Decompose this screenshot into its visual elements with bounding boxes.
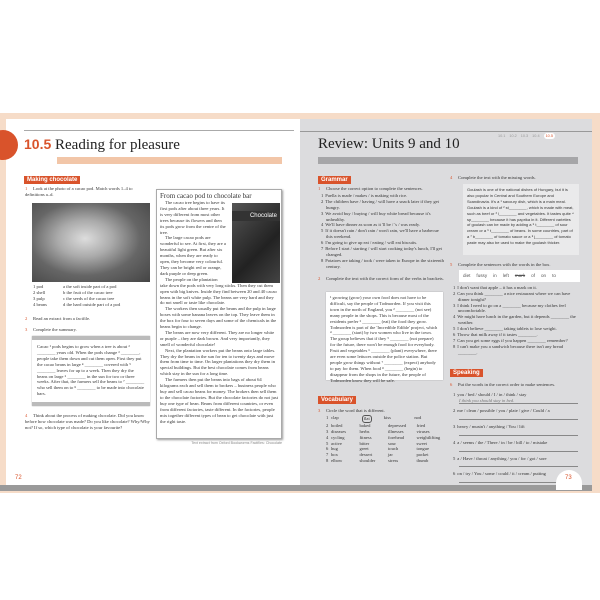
instruction: Complete the text with the correct form of the verbs in brackets. (326, 276, 444, 281)
item-number: 3 (453, 423, 456, 429)
sentence-text: Paella is made / makes / is making with rice. (325, 192, 408, 198)
sentence-item (318, 246, 445, 258)
word-box-item: diet (463, 272, 471, 278)
word-box (459, 270, 580, 282)
word-box-item: fussy (476, 272, 488, 278)
title-text: Reading for pleasure (55, 137, 180, 153)
word-option[interactable]: herbs (359, 428, 370, 434)
sentence-item (450, 291, 580, 303)
divider (24, 130, 294, 131)
item-number: 2 (326, 422, 329, 428)
item-number: 6 (453, 471, 456, 477)
sentence-item (318, 258, 445, 270)
item-number: 4 (326, 434, 329, 440)
word: 1 pod (33, 284, 44, 289)
reading-paragraph: The large cacao pods are wonderful to see. At first, they are a beautiful light green. But after six months, when they are ready to open, they become very colourful. They can be bright red or orange, dark purple or deep green. (160, 235, 226, 276)
match-item (33, 302, 153, 308)
item-number: 4 (453, 314, 456, 320)
sentence-text: Before I start / starting / will start cooking today's lunch, I'll get changed. (325, 246, 442, 257)
word-option[interactable]: active (331, 440, 342, 446)
sentence-text: I don't want that apple – it has a mark on it. (457, 284, 537, 290)
title-bar (318, 157, 578, 164)
section-label-grammar: Grammar (318, 176, 351, 184)
unit-number: 10.5 (24, 136, 52, 152)
exercise-number: 5 (450, 262, 453, 267)
exercise-1 (25, 186, 150, 198)
answer-line[interactable] (459, 430, 578, 436)
word-option[interactable]: hug (331, 446, 338, 452)
reading-paragraph: Next, the plantation workers put the beans onto large tables. They dry the beans in the sun for ten to twenty days and move them from time to time. On larger plantations they dry them in special buildings. But the best chocolate comes from beans which stay in the sun for a long time. (160, 347, 276, 377)
exercise-number: 4 (25, 413, 28, 418)
word-box-item: of (531, 272, 535, 278)
item-number: 7 (321, 246, 324, 252)
item-number: 8 (321, 257, 324, 263)
word-option[interactable]: baked (359, 422, 371, 428)
item-number: 8 (326, 458, 329, 464)
word-option[interactable]: kiss (383, 414, 391, 420)
definition: a the soft inside part of a pod (63, 284, 117, 289)
item-number: 4 (321, 222, 324, 228)
grammar-exercise-1 (318, 186, 445, 270)
word-option[interactable]: thumb (416, 458, 429, 464)
sentence-text: I'm going to give up eat / eating / will eat biscuits. (325, 240, 418, 246)
scrambled-words: me / clean / possible / you / plate / give / Could / a (457, 407, 550, 413)
sentence-text: We might have lunch in the garden, but it depends ________ the weather. (457, 314, 576, 326)
word-box-item: left (502, 272, 509, 278)
cover-title: Chocolate (232, 211, 280, 221)
answer-line[interactable] (459, 446, 578, 452)
sentence-text: Can you think ________ a nice restaurant where we can have dinner tonight? (457, 290, 571, 302)
instruction: Complete the sentences with the words in the box. (458, 262, 551, 267)
unit-tab-10.2[interactable]: 10.2 (509, 134, 517, 138)
reading-paragraph: The people on the plantation take down the pods with very long sticks. Then they cut them open with big knives. Inside they find between 20 and 40 cacao beans in the soft white pulp. The beans are very hard and they do not smell or taste like chocolate. (160, 276, 277, 306)
cacao-pod-photo (32, 203, 150, 282)
reading-paragraph: The farmers then put the beans into bags of about 64 kilograms each and sell them to brokers – business people who buy and sell cacao beans for money. The brokers then sell them to the chocolate factories. But the chocolate factories do not just buy one type of bean. Beans from different countries, or even from different factories, taste different. In the factories, people mix together different types of bean to get chocolate with just the right taste. (160, 377, 278, 424)
item-number: 3 (453, 302, 456, 308)
item-number: 7 (326, 452, 329, 458)
sentence-item (318, 228, 445, 240)
sentence-item (318, 199, 445, 211)
item-number: 6 (321, 240, 324, 246)
word: 4 beans (33, 301, 47, 307)
item-number: 5 (453, 455, 456, 461)
page-title (24, 136, 180, 154)
word-option[interactable]: diseases (331, 428, 347, 434)
exercise-number: 2 (25, 316, 28, 321)
exercise-4 (25, 413, 150, 431)
definition: b the fruit of the cacao tree (63, 289, 113, 295)
section-label-making-chocolate: Making chocolate (24, 176, 80, 184)
goulash-text-box: Goulash is one of the national dishes of Hungary, but it is also popular in Central and Southern Europe and Scandinavia. It's a ¹ savoury dish, which is a main meal. Goulash is a kind of ² st________, which is made with meat, such as beef or ³ l________ and vegetables. It tastes quite ⁴ sp________ because it has paprika in it. Different varieties of goulash can be made by adding a ⁵ t________ of sour cream or a ⁶ t________ of beans. In some countries, part of a ⁷ b________ of tomato sauce or a ⁸ j________ of tomato paste may also be used to make the goulash thicker. (463, 184, 579, 255)
exercise-number: 3 (318, 408, 321, 413)
scrambled-words: on / try / You / some / could / it / cream / putting (457, 471, 546, 477)
item-number: 2 (321, 198, 324, 204)
instruction: Complete the text with the missing words. (458, 175, 536, 180)
sentence-text: I can't make you a sandwich because there isn't any bread ________. (457, 343, 564, 355)
scrambled-words: a / Have / throat / anything / you / for / got / sore (457, 455, 547, 461)
word-option[interactable]: weightlifting (416, 434, 441, 440)
sentence-text: Potatoes are taking / took / were taken to Europe in the sixteenth century. (325, 257, 444, 269)
word-option[interactable]: flat (363, 415, 370, 421)
speaking-exercise-6 (450, 382, 578, 486)
word-option[interactable]: box (331, 452, 338, 458)
section-label-speaking: Speaking (450, 369, 483, 377)
instruction: Choose the correct option to complete the sentences. (326, 186, 423, 191)
scrambled-words: a / seems / the / There / in / be / bill / to / mistake (457, 439, 548, 445)
exercise-number: 3 (25, 327, 28, 332)
word-option[interactable]: shoulder (359, 458, 376, 464)
word: 2 shell (33, 289, 46, 295)
reading-paragraph: The cacao tree begins to have its first pods after about three years. It is very different from most other trees because its flowers and then its pods grow from the centre of the tree. (160, 200, 226, 235)
scrambled-words: you / bed / should / I / in / think / stay (457, 391, 527, 397)
sentence-text: We'll have dinner as soon as it 'll be / 's / was ready. (325, 222, 420, 228)
sentence-text: We avoid buy / buying / will buy white bread because it's unhealthy. (325, 210, 431, 222)
sentence-item (450, 303, 580, 315)
instruction: Look at the photo of a cacao pod. Match words 1–4 to definitions a–d. (25, 186, 133, 197)
item-number: 3 (321, 210, 324, 216)
item-number: 2 (453, 290, 456, 296)
instruction: Put the words in the correct order to make sentences. (458, 382, 556, 387)
sentence-text: The children have / having / will have a snack later if they get hungry. (325, 198, 439, 210)
answer-line[interactable] (459, 414, 578, 420)
grammar-exercise-5 (450, 262, 580, 356)
word-option[interactable]: tongue (416, 446, 430, 452)
todmorden-text-box: ¹ growing (grow) your own food does not have to be difficult, say the people of Todmorden. If you visit this town in the north of England, you ² ________ (not see) many people in the shops. This is because most of the residents prefer ³ ________ (eat) the food they grow. Todmorden is part of the 'Incredible Edible' project, which ⁴ ________ (start) by two women who live in the town. The group believes that if they ⁵ ________ (not prepare) for the future, there won't be enough food for everybody. Fruit and vegetables ⁶ ________ (plant) everywhere, there are even some lettuces outside the police station. But people grow things without ⁷ ________ (expect) anybody to pay for them. When food ⁸ ________ (begin) to disappear from the shops in the future, the people of Todmorden know they will be safe. (326, 292, 443, 380)
chocolate-book-cover (232, 203, 280, 283)
word-option[interactable]: fitness (359, 434, 372, 440)
word-box-item: mark (514, 272, 526, 278)
exercise-number: 1 (25, 186, 28, 191)
item-number: 7 (453, 337, 456, 343)
vocabulary-exercise-3 (318, 408, 445, 464)
word-option[interactable]: cycling (331, 434, 345, 440)
sentence-text: I think I need to go on a ________ because my clothes feel uncomfortable. (457, 302, 566, 314)
instruction: Complete the summary. (33, 327, 77, 332)
exercise-number: 6 (450, 382, 453, 387)
word-box-item: on (540, 272, 547, 278)
word: 3 pulp (33, 295, 45, 301)
word-option[interactable]: depressed (388, 422, 407, 428)
sentence-text: Can you get some eggs if you happen ________ remember? (457, 337, 568, 343)
reading-paragraph: The beans are now very different. They are no longer white or purple – they are dark brown. And very importantly, they smell of wonderful chocolate! (160, 329, 275, 347)
title-bar (57, 157, 282, 164)
item-number: 5 (321, 228, 324, 234)
unit-tab-10.3[interactable]: 10.3 (520, 134, 529, 138)
exercise-heading (450, 262, 580, 268)
item-number: 6 (326, 446, 329, 452)
item-number: 1 (321, 192, 324, 198)
word-option[interactable]: nod (414, 414, 422, 420)
word-option[interactable]: touch (388, 446, 399, 452)
word-option[interactable]: boiled (331, 422, 343, 428)
sentence-text: I don't believe ________ taking tablets to lose weight. (457, 326, 557, 332)
word-option[interactable]: fried (416, 422, 426, 428)
sentence-text: Throw that milk away if it tastes ________. (457, 332, 538, 338)
item-number: 3 (326, 428, 329, 434)
word-option[interactable]: forehead (388, 434, 405, 440)
summary-box: Cacao ¹ pods begins to grow when a tree is about ² ________ years old. When the pods change ³ ________, people take them down and cut them open. First they put the cacao beans in large ⁴ ________ covered with ⁵ ________ leaves for up to a week. Then they dry the beans on large ⁶ ________ in the sun for two or three weeks. After that, the farmers sell the beans to ⁷ ________ who sell them on to ⁸ ________ to be made into chocolate bars. (32, 336, 150, 406)
word-row (318, 458, 445, 464)
word-box-item: to (552, 272, 556, 278)
example-answer: I think you should stay in bed. (459, 397, 515, 403)
word-option[interactable]: illnesses (388, 428, 404, 434)
page-number: 72 (15, 475, 22, 481)
exercise-heading (318, 186, 445, 192)
page-title: Review: Units 9 and 10 (318, 136, 460, 152)
unit-tab-10.1[interactable]: 10.1 (498, 134, 506, 138)
item-number: 1 (326, 414, 329, 420)
grammar-exercise-2 (318, 276, 445, 282)
item-number: 4 (453, 439, 456, 445)
exercise-3 (25, 327, 150, 333)
word-option[interactable]: sweet (416, 440, 427, 446)
sentence-item (318, 211, 445, 223)
sentence-item (450, 314, 580, 326)
definition: d the hard outside part of a pod (63, 301, 121, 307)
instruction: Read an extract from a factfile. (33, 316, 91, 321)
item-number: 8 (453, 343, 456, 349)
answer-line[interactable] (459, 398, 578, 404)
unit-tab-10.4[interactable]: 10.4 (532, 134, 540, 138)
word-option[interactable]: stress (388, 458, 399, 464)
match-list (33, 284, 153, 308)
word-row (318, 415, 445, 423)
word-option[interactable]: packet (416, 452, 429, 458)
answer-line[interactable] (459, 461, 578, 467)
item-number: 5 (453, 326, 456, 332)
item-number: 2 (453, 407, 456, 413)
exercise-number: 2 (318, 276, 321, 281)
unit-tab-10.5[interactable]: 10.5 (545, 134, 553, 138)
reading-title: From cacao pod to chocolate bar (160, 192, 252, 200)
word-option[interactable]: bitter (359, 440, 370, 446)
divider (300, 131, 592, 132)
reading-paragraph: The workers then usually put the beans and the pulp in large boxes with some banana leaves on the top. They leave them in the box for four to seven days and some of the chemicals in the beans begin to change. (160, 306, 277, 330)
word-option[interactable]: sour (388, 440, 396, 446)
item-number: 6 (453, 332, 456, 338)
instruction: Circle the word that is different. (326, 408, 385, 413)
exercise-2 (25, 316, 150, 322)
scrambled-words: heavy / mustn't / anything / You / lift (457, 423, 525, 429)
section-label-vocabulary: Vocabulary (318, 396, 356, 404)
reading-caption: Text extract from Oxford Bookworms Factfiles: Chocolate (191, 441, 282, 445)
word-option[interactable]: clap (331, 414, 339, 420)
sentence-text: If it doesn't rain / don't rain / won't rain, we'll have a barbecue this weekend. (325, 228, 439, 240)
exercise-number: 4 (450, 175, 453, 180)
word-option[interactable]: jar (388, 452, 393, 458)
exercise-heading (318, 408, 445, 414)
exercise-number: 1 (318, 186, 321, 191)
definition: c the seeds of the cacao tree (63, 295, 115, 301)
page-number: 73 (565, 475, 572, 481)
word-box-item: in (493, 272, 497, 278)
word-option[interactable]: viruses (416, 428, 430, 434)
item-number: 1 (453, 391, 456, 397)
item-number: 1 (453, 284, 456, 290)
sentence-item (450, 344, 580, 356)
word-option[interactable]: greet (359, 446, 369, 452)
exercise-heading (450, 382, 578, 388)
grammar-exercise-4 (450, 175, 580, 181)
instruction: Think about the process of making chocolate. Did you know before how chocolate was made? Do you like chocolate? Why/Why not? If so, which type of chocolate is your favourite? (25, 413, 150, 430)
word-option[interactable]: elbow (331, 458, 343, 464)
word-option[interactable]: dessert (359, 452, 373, 458)
item-number: 5 (326, 440, 329, 446)
unit-nav (494, 124, 555, 142)
